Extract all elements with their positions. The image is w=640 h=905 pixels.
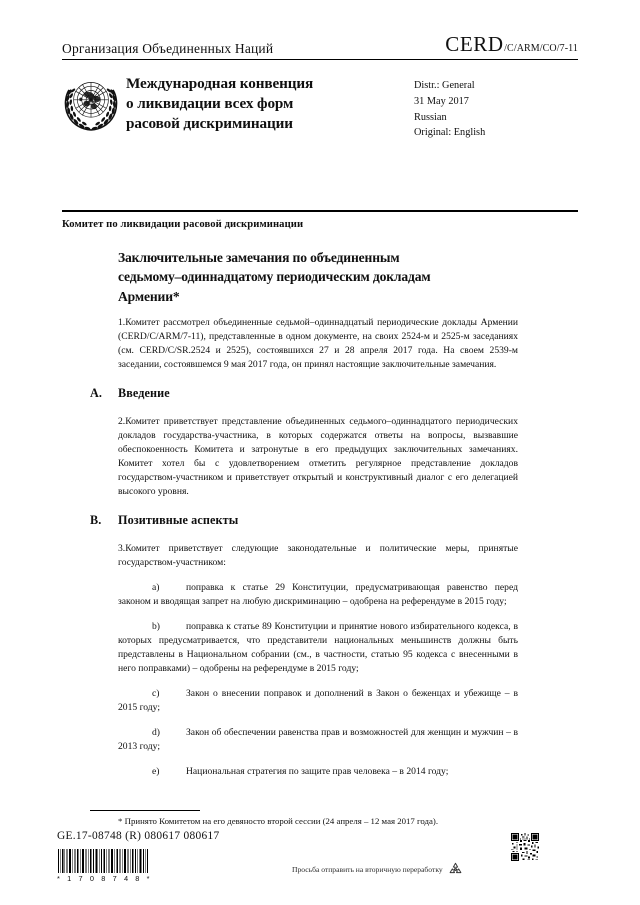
section-b-letter: B. xyxy=(90,513,102,527)
subparagraph-marker: a) xyxy=(152,582,160,593)
committee-name: Комитет по ликвидации расовой дискриминации xyxy=(62,219,304,230)
subparagraph-marker: e) xyxy=(152,766,160,777)
convention-title-line-2: о ликвидации всех форм xyxy=(126,95,294,113)
convention-title-line-1: Международная конвенция xyxy=(126,75,314,92)
distribution-original: Original: English xyxy=(414,127,486,139)
recycle-note xyxy=(292,861,464,878)
subparagraph-text: поправка к статье 29 Конституции, предусматривающая равенство перед законом и вводящая запрет на любую дискриминацию – одобрена на референдуме в 2015 году; xyxy=(118,582,518,607)
subparagraph-a xyxy=(118,581,518,609)
distribution-block xyxy=(414,74,485,141)
page-title xyxy=(118,248,518,306)
masthead xyxy=(62,33,578,55)
paragraph-1-number: 1. xyxy=(118,317,126,328)
recycle-text: Просьба отправить на вторичную переработку xyxy=(292,865,443,874)
title-divider xyxy=(62,210,578,212)
document-symbol-suffix: /C/ARM/CO/7-11 xyxy=(504,43,578,54)
barcode-number: * 1 7 0 8 7 4 8 * xyxy=(57,874,153,883)
paragraph-2-text: Комитет приветствует представление объединенных седьмого–одиннадцатого периодических докладов государства-участника, в которых содержатся ответы на вопросы, вызвавшие обеспокоенность Комитета и затронутые в его предыдущих заключительных замечаниях. Комитет хотел бы с удовлетворением отметить регулярное представление докладов государством-участником и приветствует открытый и конструктивный диалог с его делегацией высокого уровня. xyxy=(118,416,518,497)
section-heading-b xyxy=(90,513,518,528)
subparagraph-text: Национальная стратегия по защите прав человека – в 2014 году; xyxy=(186,766,449,777)
subparagraph-text: поправка к статье 89 Конституции и принятие нового избирательного кодекса, в которых предусматривается, что представители национальных меньшинств должны быть представлены в Национальном собрании (см., в частности, статью 95 кодекса с внесенными в него поправками) – одобрены на референдуме в 2015 году; xyxy=(118,621,518,674)
document-id: GE.17-08748 (R) 080617 080617 xyxy=(57,830,220,842)
distribution-date: 31 May 2017 xyxy=(414,95,469,107)
paragraph-3 xyxy=(118,542,518,570)
subparagraph-text: Закон о внесении поправок и дополнений в Закон о беженцах и убежище – в 2015 году; xyxy=(118,688,518,713)
subparagraph-b xyxy=(118,620,518,676)
convention-block xyxy=(62,74,578,141)
convention-title-line-3: расовой дискриминации xyxy=(126,115,293,133)
document-symbol xyxy=(445,34,578,55)
organization-name: Организация Объединенных Наций xyxy=(62,40,274,56)
distribution-language: Russian xyxy=(414,111,447,123)
subparagraph-marker: b) xyxy=(152,621,160,632)
footnote-divider xyxy=(90,810,200,811)
page-title-line-2: седьмому–одиннадцатому периодическим докладам xyxy=(118,269,431,285)
subparagraph-d xyxy=(118,726,518,754)
paragraph-2-number: 2. xyxy=(118,416,126,427)
subparagraph-c xyxy=(118,687,518,715)
subparagraph-list xyxy=(118,581,518,779)
page-title-line-1: Заключительные замечания по объединенным xyxy=(118,250,400,265)
barcode-bars-icon xyxy=(57,849,149,873)
subparagraph-marker: d) xyxy=(152,727,160,738)
paragraph-3-text: Комитет приветствует следующие законодательные и политические меры, принятые государством-участником: xyxy=(118,543,518,568)
distribution-type: Distr.: General xyxy=(414,80,475,91)
paragraph-3-number: 3. xyxy=(118,543,126,554)
footnote-marker: * xyxy=(118,816,123,826)
convention-title xyxy=(126,74,382,135)
barcode xyxy=(57,849,153,883)
document-symbol-main: CERD xyxy=(445,32,504,56)
section-a-letter: A. xyxy=(90,386,103,400)
page-title-line-3: Армении* xyxy=(118,288,180,304)
qr-code-icon xyxy=(510,832,540,862)
subparagraph-marker: c) xyxy=(152,688,160,699)
paragraph-2 xyxy=(118,415,518,499)
un-emblem-icon xyxy=(62,76,120,134)
section-a-title: Введение xyxy=(118,386,170,400)
paragraph-1-text: Комитет рассмотрел объединенные седьмой–одиннадцатый периодические доклады Армении (CERD/C/ARM/7-11), представленные в одном документе, на своих 2524-м и 2525-м заседаниях (см. CERD/C/SR.2524 и 2525), состоявшихся 27 и 28 апреля 2017 года. На своем 2539-м заседании, состоявшемся 9 мая 2017 года, он принял настоящие заключительные замечания. xyxy=(118,317,518,370)
section-b-title: Позитивные аспекты xyxy=(118,513,239,527)
subparagraph-e xyxy=(118,765,518,779)
section-heading-a xyxy=(90,386,518,401)
footnote-text: Принято Комитетом на его девяносто второй сессии (24 апреля – 12 мая 2017 года). xyxy=(124,816,439,826)
header-divider xyxy=(62,59,578,60)
recycle-icon xyxy=(447,861,464,878)
subparagraph-text: Закон об обеспечении равенства прав и возможностей для женщин и мужчин – в 2013 году; xyxy=(118,727,518,752)
paragraph-1 xyxy=(118,316,518,372)
document-body xyxy=(90,316,518,779)
footnote xyxy=(118,815,518,827)
